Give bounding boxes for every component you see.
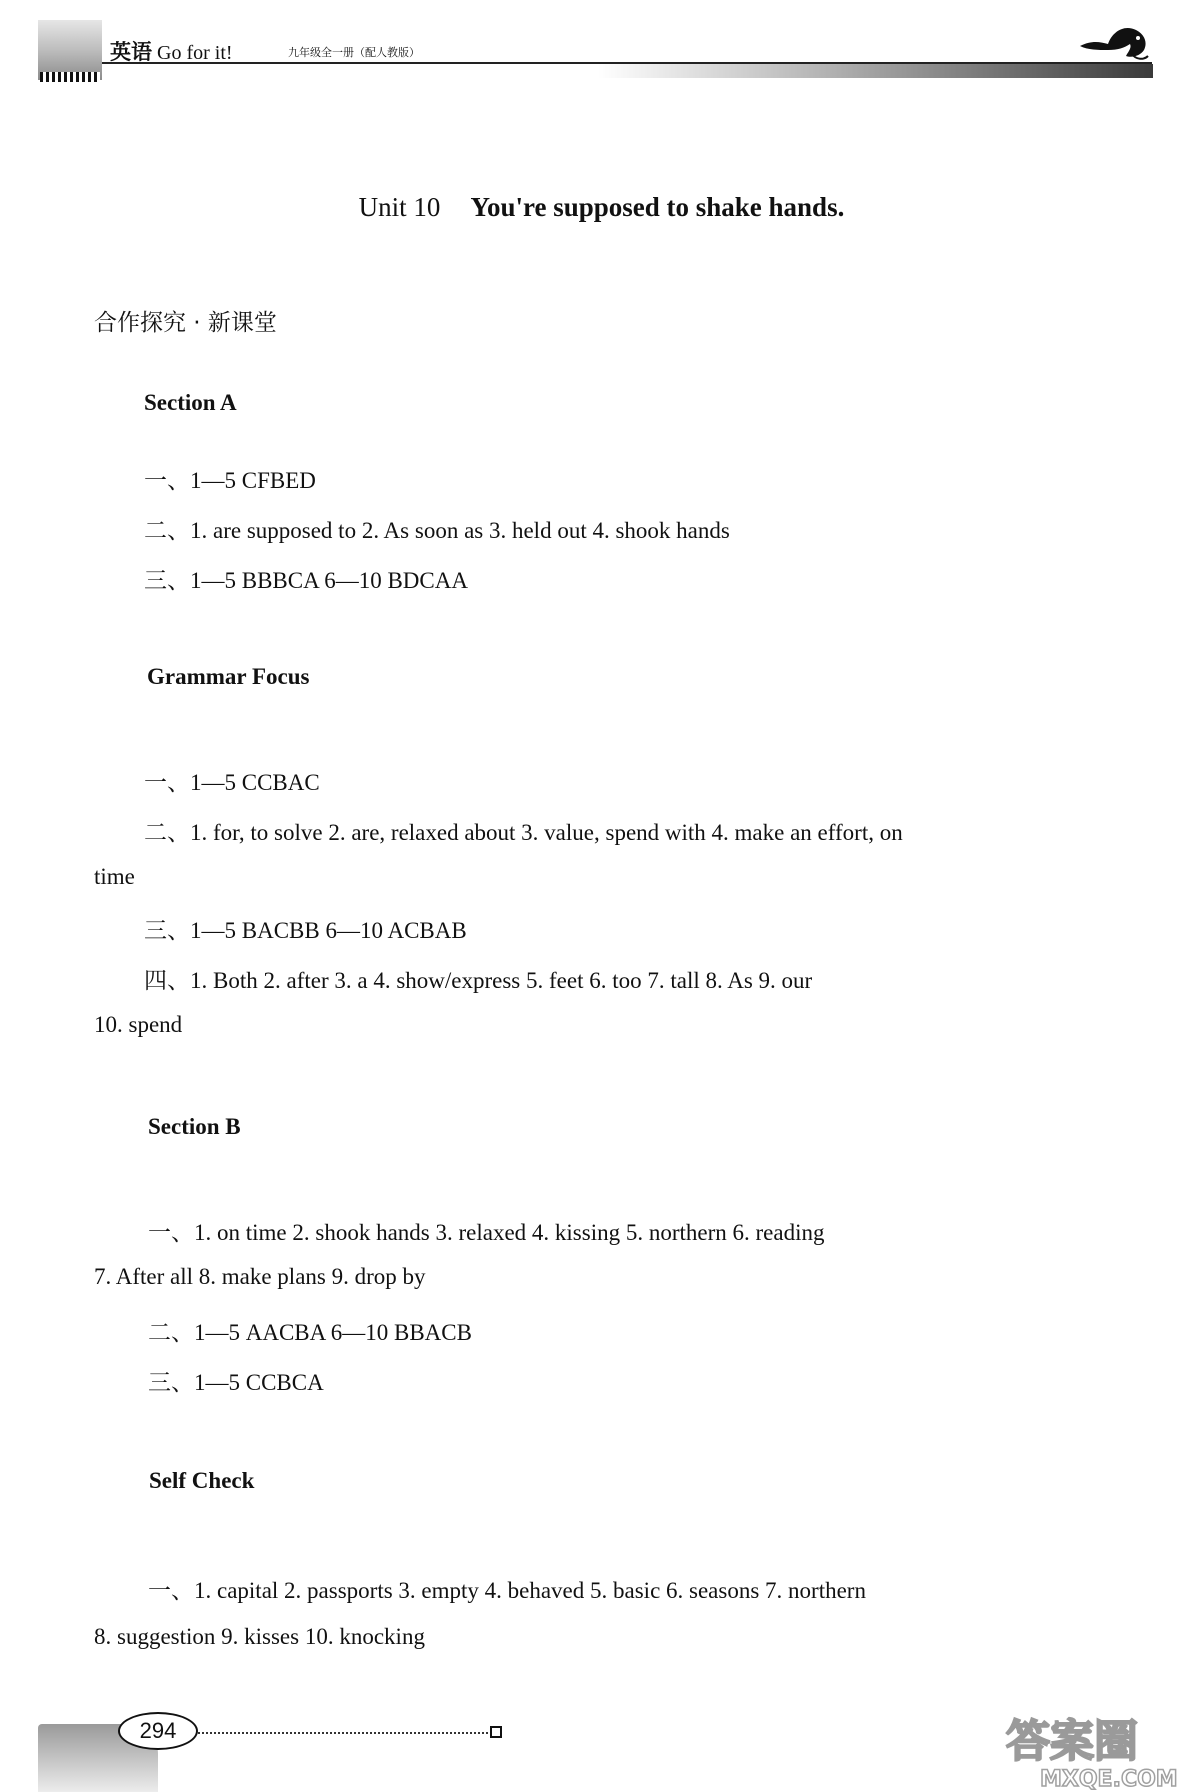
item-number: 二、: [144, 518, 190, 544]
footer-dotted-rule: [198, 1732, 488, 1734]
answer-line: [148, 1314, 472, 1347]
answer-line: [148, 1214, 824, 1247]
header-edition: 九年级全一册（配人教版）: [288, 46, 420, 59]
item-number: 一、: [144, 468, 190, 494]
answer-line: [144, 512, 730, 545]
page-title: [0, 192, 1203, 223]
item-number: 三、: [148, 1370, 194, 1396]
fish-logo-icon: [1078, 20, 1153, 62]
header-series: Go for it!: [157, 42, 233, 64]
item-number: 三、: [144, 918, 190, 944]
section-a-heading: Section A: [144, 390, 237, 415]
watermark-text: 答案圈: [1006, 1716, 1138, 1767]
answer-text: 1. for, to solve 2. are, relaxed about 3. value, spend with 4. make an effort, on: [190, 820, 903, 845]
answer-text: 1. capital 2. passports 3. empty 4. behaved 5. basic 6. seasons 7. northern: [194, 1578, 866, 1603]
answer-line: [144, 962, 812, 995]
item-number: 四、: [144, 968, 190, 994]
header-title: [110, 36, 233, 66]
answer-text: 1—5 BACBB 6—10 ACBAB: [190, 918, 467, 943]
header-gradient-bar: [598, 64, 1153, 78]
answer-line: [144, 912, 467, 945]
unit-number: Unit 10: [358, 192, 441, 222]
answer-line: [144, 562, 468, 595]
answer-continuation: 7. After all 8. make plans 9. drop by: [94, 1264, 426, 1289]
answer-continuation: 8. suggestion 9. kisses 10. knocking: [94, 1624, 425, 1649]
section-b-heading: Section B: [148, 1114, 241, 1139]
header-subject: 英语: [110, 40, 152, 64]
item-number: 一、: [148, 1578, 194, 1604]
page-footer: [38, 1710, 508, 1792]
answer-line: [144, 814, 903, 847]
answer-line: [144, 462, 316, 495]
item-number: 三、: [144, 568, 190, 594]
self-check-heading: Self Check: [149, 1468, 255, 1493]
answer-text: 1. on time 2. shook hands 3. relaxed 4. kissing 5. northern 6. reading: [194, 1220, 825, 1245]
item-number: 一、: [148, 1220, 194, 1246]
answer-line: [148, 1572, 866, 1605]
footer-square-icon: [490, 1726, 502, 1738]
chinese-section-heading: 合作探究 · 新课堂: [94, 310, 277, 336]
answer-text: 1. are supposed to 2. As soon as 3. held out 4. shook hands: [190, 518, 730, 543]
watermark-logo: [1000, 1706, 1200, 1792]
answer-continuation: time: [94, 864, 135, 889]
answer-text: 1. Both 2. after 3. a 4. show/express 5. feet 6. too 7. tall 8. As 9. our: [190, 968, 813, 993]
answer-text: 1—5 CCBAC: [190, 770, 320, 795]
answer-continuation: 10. spend: [94, 1012, 183, 1037]
header-decoration: [38, 20, 102, 80]
unit-title: You're supposed to shake hands.: [470, 192, 845, 222]
answer-line: [144, 764, 320, 797]
answer-text: 1—5 AACBA 6—10 BBACB: [194, 1320, 472, 1345]
header-barcode-decoration: [40, 72, 100, 82]
item-number: 二、: [148, 1320, 194, 1346]
item-number: 一、: [144, 770, 190, 796]
answer-line: [148, 1364, 324, 1397]
answer-text: 1—5 BBBCA 6—10 BDCAA: [190, 568, 468, 593]
answer-text: 1—5 CFBED: [190, 468, 316, 493]
page-number: 294: [118, 1712, 198, 1750]
item-number: 二、: [144, 820, 190, 846]
grammar-focus-heading: Grammar Focus: [147, 664, 310, 689]
watermark-site: MXQE.COM: [1040, 1767, 1178, 1792]
page-header: [38, 20, 1153, 82]
answer-text: 1—5 CCBCA: [194, 1370, 324, 1395]
